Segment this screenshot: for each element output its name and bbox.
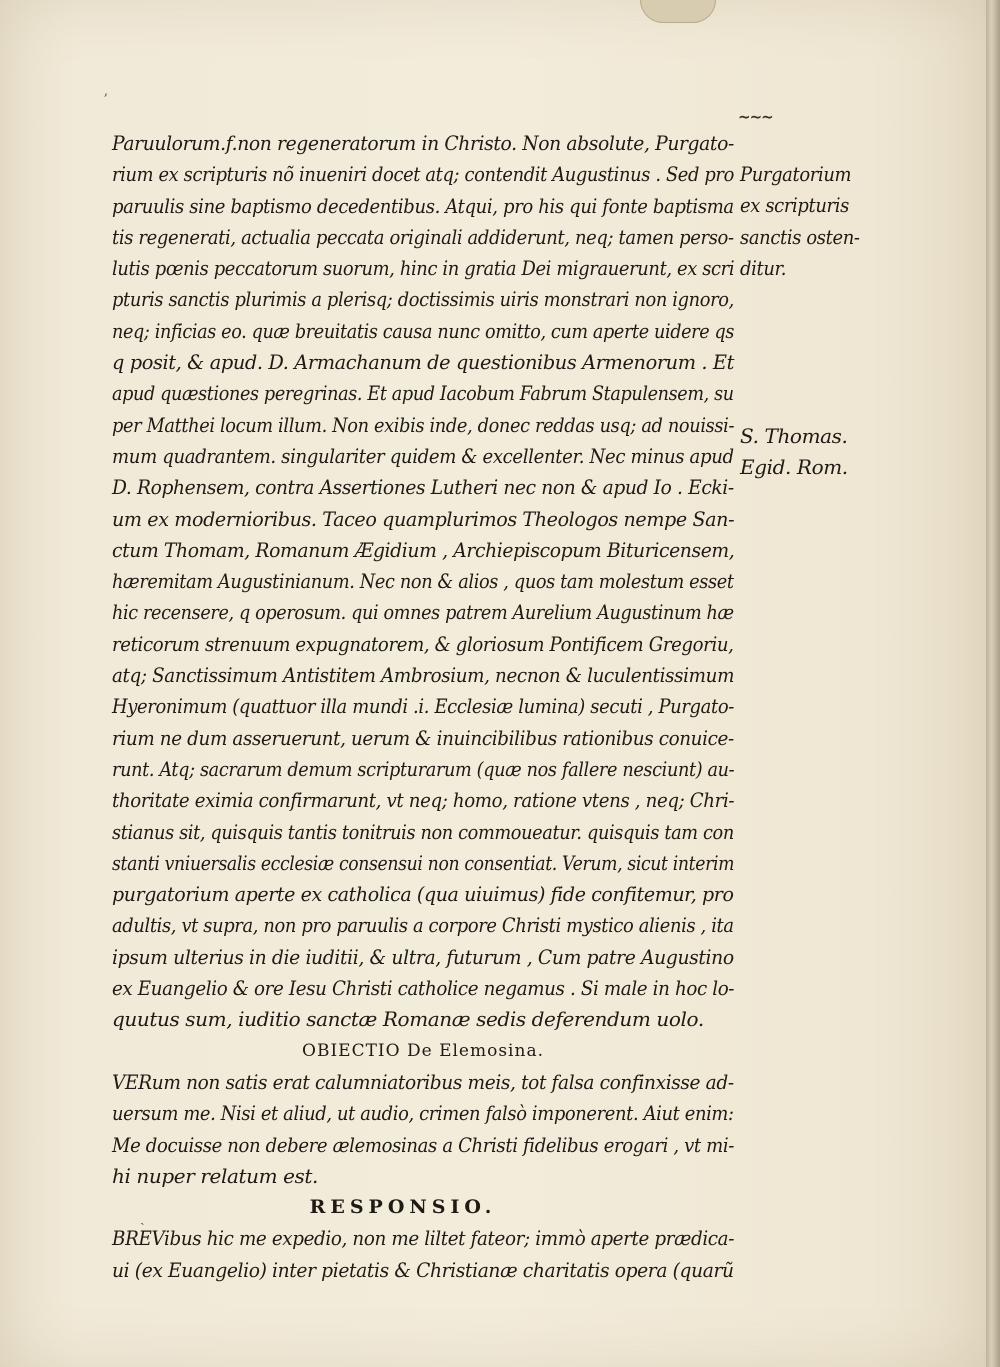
page-speck: ˏ: [140, 1210, 145, 1226]
text-line: Me docuisse non debere ælemosinas a Christi fidelibus erogari , vt mi‐: [112, 1132, 735, 1157]
text-line: atq; Sanctissimum Antistitem Ambrosium, necnon & luculentissimum: [112, 663, 735, 688]
heading-responsio: RESPONSIO.: [309, 1196, 497, 1219]
text-line: ctum Thomam, Romanum Ægidium , Archiepiscopum Bituricensem,: [112, 537, 735, 562]
text-line: ui (ex Euangelio) inter pietatis & Christianæ charitatis opera (quarũ: [112, 1257, 734, 1282]
text-line: pturis sanctis plurimis a plerisq; doctissimis uiris monstrari non ignoro,: [112, 287, 734, 312]
text-line: rium ex scripturis nõ inueniri docet atq; contendit Augustinus . Sed pro: [112, 162, 734, 187]
text-line: ipsum ulterius in die iuditii, & ultra, futurum , Cum patre Augustino: [112, 944, 734, 969]
text-line: tis regenerati, actualia peccata originali addiderunt, neq; tamen perso‐: [112, 224, 734, 249]
heading-objectio: OBIECTIO De Elemosina.: [302, 1040, 544, 1061]
text-line: rium ne dum asseruerunt, uerum & inuincibilibus rationibus conuice‐: [112, 725, 734, 750]
margin-note-line: Egid. Rom.: [740, 455, 848, 480]
margin-note-line: ex scripturis: [740, 193, 849, 218]
page-mark: ʼ: [103, 92, 108, 108]
page-clip: [640, 0, 716, 23]
text-line: per Matthei locum illum. Non exibis inde, donec reddas usq; ad nouissi‐: [112, 412, 735, 437]
text-line: thoritate eximia confirmarunt, vt neq; homo, ratione vtens , neq; Chri‐: [112, 788, 735, 813]
text-line: runt. Atq; sacrarum demum scripturarum (quæ nos fallere nesciunt) au‐: [112, 756, 735, 781]
text-line: BREVibus hic me expedio, non me liltet fateor; immò aperte prædica‐: [112, 1226, 735, 1251]
text-line: stanti vniuersalis ecclesiæ consensui non consentiat. Verum, sicut interim: [112, 850, 735, 875]
text-line: paruulis sine baptismo decedentibus. Atqui, pro his qui fonte baptisma: [112, 193, 734, 218]
text-line: purgatorium aperte ex catholica (qua uiuimus) fide confitemur, pro: [112, 882, 734, 907]
text-line: quutus sum, iuditio sanctæ Romanæ sedis deferendum uolo.: [112, 1007, 704, 1032]
margin-note-authorities: [740, 421, 848, 484]
text-line: ex Euangelio & ore Iesu Christi catholice negamus . Si male in hoc lo‐: [112, 976, 735, 1001]
responsio-paragraph: [112, 1223, 734, 1286]
text-line: lutis pœnis peccatorum suorum, hinc in gratia Dei migrauerunt, ex scri: [112, 256, 735, 281]
text-line: reticorum strenuum expugnatorem, & gloriosum Pontificem Gregoriu,: [112, 631, 734, 656]
margin-note-line: sanctis osten‐: [740, 224, 860, 249]
text-line: q posit, & apud. D. Armachanum de questionibus Armenorum . Et: [112, 350, 734, 375]
text-line: apud quæstiones peregrinas. Et apud Iacobum Fabrum Stapulensem, su: [112, 381, 734, 406]
main-text-block: [112, 128, 734, 1286]
text-line: hæremitam Augustinianum. Nec non & alios , quos tam molestum esset: [112, 569, 734, 594]
text-line: D. Rophensem, contra Assertiones Lutheri nec non & apud Io . Ecki‐: [112, 475, 734, 500]
text-line: hi nuper relatum est.: [112, 1163, 319, 1188]
margin-note-line: Purgatorium: [740, 162, 852, 186]
text-line: stianus sit, quisquis tantis tonitruis non commoueatur. quisquis tam con: [112, 819, 734, 844]
text-line: adultis, vt supra, non pro paruulis a corpore Christi mystico alienis , ita: [112, 913, 734, 938]
running-headmark: ~~~: [738, 108, 773, 126]
text-line: hic recensere, q operosum. qui omnes patrem Aurelium Augustinum hæ: [112, 600, 734, 625]
body-paragraph: [112, 128, 734, 1036]
text-line: um ex modernioribus. Taceo quamplurimos Theologos nempe San‐: [112, 506, 735, 531]
page-edge: [986, 0, 1000, 1367]
objectio-paragraph: [112, 1067, 734, 1192]
text-line: Paruulorum.f.non regeneratorum in Christo. Non absolute, Purgato‐: [112, 131, 734, 155]
margin-note-line: ditur.: [740, 255, 787, 280]
margin-note-line: S. Thomas.: [740, 424, 848, 448]
text-line: uersum me. Nisi et aliud, ut audio, crimen falsò imponerent. Aiut enim:: [112, 1101, 734, 1126]
margin-note-purgatorium: [740, 159, 874, 284]
text-line: VERum non satis erat calumniatoribus meis, tot falsa confinxisse ad‐: [112, 1069, 734, 1094]
text-line: Hyeronimum (quattuor illa mundi .i. Ecclesiæ lumina) secuti , Purgato‐: [112, 694, 734, 719]
text-line: neq; inficias eo. quæ breuitatis causa nunc omitto, cum aperte uidere qs: [112, 318, 735, 343]
text-line: mum quadrantem. singulariter quidem & excellenter. Nec minus apud: [112, 443, 734, 468]
